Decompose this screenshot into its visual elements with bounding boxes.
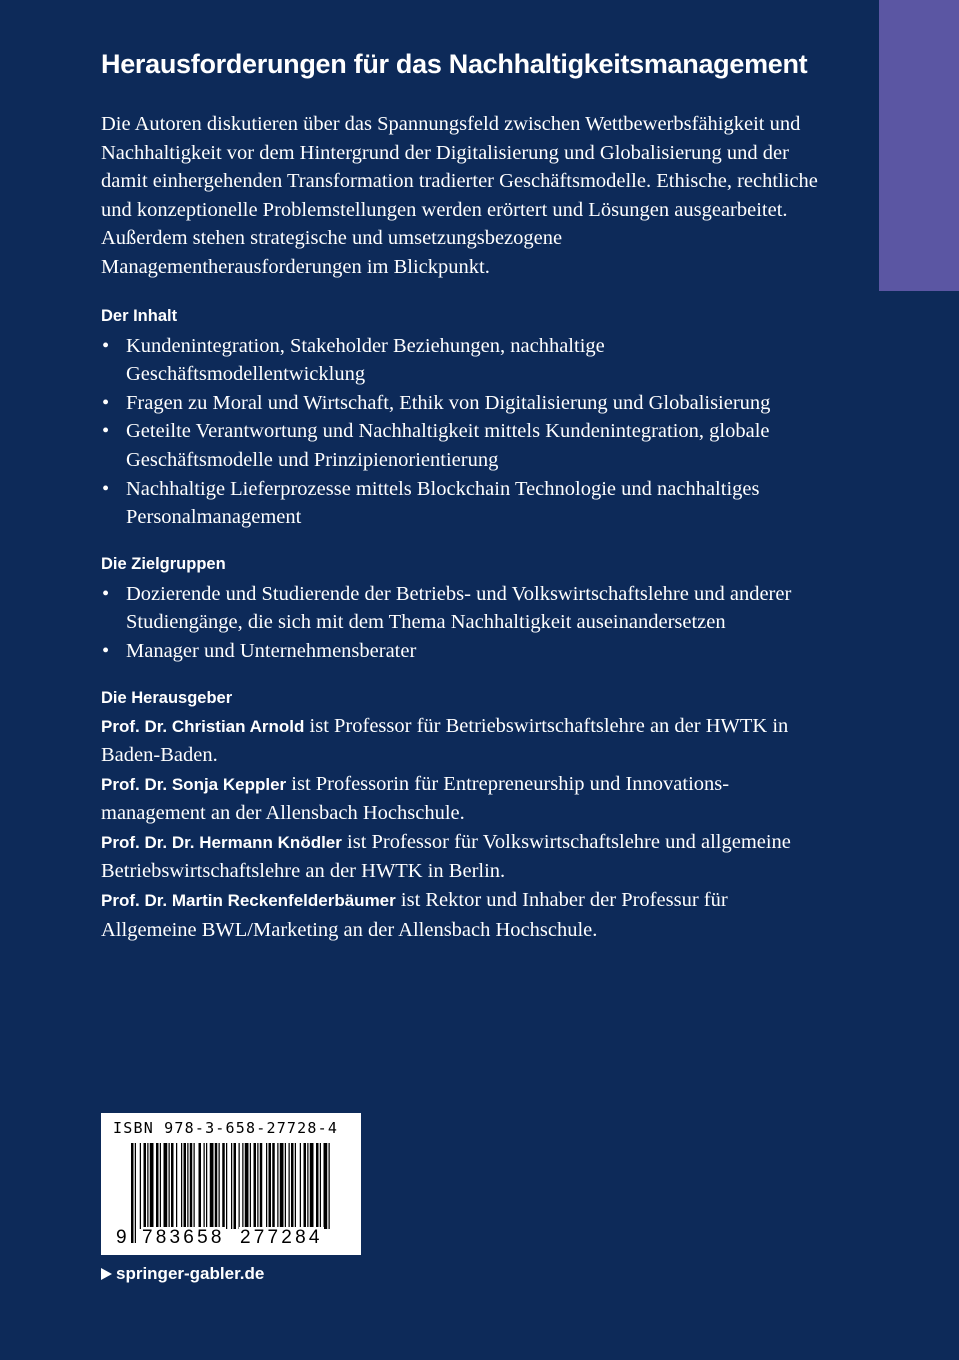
barcode-bar: [280, 1143, 284, 1229]
barcode-bar: [215, 1143, 218, 1229]
barcode-bar: [156, 1143, 159, 1229]
section-heading-herausgeber: Die Herausgeber: [101, 688, 233, 707]
barcode-bar: [234, 1143, 237, 1229]
bullet-icon: •: [102, 582, 110, 605]
barcode-bar: [190, 1143, 193, 1229]
barcode-bar: [184, 1143, 187, 1229]
barcode-bar: [194, 1143, 195, 1229]
editor-description: ist Professorin für Entrepreneurship und Innovationsmanagement an der Allensbach Hochschule.: [101, 772, 730, 825]
editor-name: Prof. Dr. Christian Arnold: [101, 716, 305, 736]
barcode-bar: [295, 1143, 296, 1229]
barcode-bar: [300, 1143, 301, 1229]
barcode-bar: [231, 1143, 232, 1229]
editor-name: Prof. Dr. Dr. Hermann Knödler: [101, 832, 342, 852]
barcode-bar: [160, 1143, 161, 1229]
section-heading-zielgruppen: Die Zielgruppen: [101, 554, 226, 573]
barcode-bar: [277, 1143, 278, 1229]
barcode-bar: [239, 1143, 240, 1229]
barcode-bar: [169, 1143, 170, 1229]
barcode-bar: [171, 1143, 174, 1229]
list-item: • Fragen zu Moral und Wirtschaft, Ethik von Digitalisierung und Globalisierung: [101, 389, 821, 418]
barcode-bar: [260, 1143, 263, 1229]
barcode-bar: [320, 1143, 321, 1229]
editor-description: ist Professor für Betriebswirtschaftslehre an der HWTK in Baden-Baden.: [101, 714, 789, 767]
main-content: [101, 44, 821, 944]
bullet-icon: •: [102, 334, 110, 357]
barcode-bar: [329, 1143, 330, 1229]
barcode-bar: [140, 1143, 141, 1229]
editor-entry: [101, 886, 821, 944]
barcode-bar: [150, 1143, 154, 1229]
barcode-bar: [269, 1143, 272, 1229]
barcode-bar: [285, 1143, 286, 1229]
publisher-website[interactable]: [101, 1262, 264, 1286]
barcode-bar: [242, 1143, 243, 1229]
barcode-bar: [144, 1143, 147, 1229]
barcode-bar: [164, 1143, 168, 1229]
zielgruppen-list: [101, 580, 821, 666]
barcode-digits-left: 783658: [142, 1227, 225, 1248]
intro-paragraph: Die Autoren diskutieren über das Spannungsfeld zwischen Wettbewerbsfähigkeit und Nachhaltigkeit vor dem Hintergrund der Digitalisierung und Globalisierung und der damit einhergehenden Transformation tradierter Geschäftsmodelle. Ethische, rechtliche und konzeptionelle Problemstellungen werden erörtert und Lösungen ausgearbeitet. Außerdem stehen strategische und umsetzungsbezogene Managementherausforderungen im Blickpunkt.: [101, 113, 818, 278]
editor-description: ist Rektor und Inhaber der Professur für Allgemeine BWL/Marketing an der Allensbach Hochschule.: [101, 889, 728, 941]
barcode-bar: [204, 1143, 205, 1229]
barcode-bar: [254, 1143, 257, 1229]
barcode-bar: [245, 1143, 249, 1229]
editors-block: [101, 712, 821, 945]
barcode-bar: [181, 1143, 182, 1229]
barcode-bar: [291, 1143, 294, 1229]
barcode-bar: [226, 1143, 227, 1229]
editor-name: Prof. Dr. Sonja Keppler: [101, 774, 287, 794]
bullet-icon: •: [102, 391, 110, 414]
barcode-bar: [187, 1143, 188, 1229]
barcode-digits: [101, 1227, 361, 1253]
accent-strip: [879, 0, 959, 291]
bullet-icon: •: [102, 420, 110, 443]
inhalt-list: [101, 332, 821, 532]
section-heading-inhalt: Der Inhalt: [101, 306, 178, 325]
editor-name: Prof. Dr. Martin Reckenfelderbäumer: [101, 891, 396, 911]
bullet-icon: •: [102, 639, 110, 662]
list-item: • Dozierende und Studierende der Betriebs- und Volkswirtschaftslehre und anderer Studiengänge, die sich mit dem Thema Nachhaltigkeit auseinandersetzen: [101, 580, 821, 637]
barcode-bar: [324, 1143, 328, 1229]
barcode-bar: [289, 1143, 290, 1229]
barcode-bar: [206, 1143, 207, 1229]
barcode-bar: [210, 1143, 214, 1229]
barcode-bar: [257, 1143, 258, 1229]
editor-entry: [101, 828, 821, 886]
list-item: • Manager und Unternehmensberater: [101, 637, 821, 666]
barcode-bar: [199, 1143, 202, 1229]
barcode-bar: [316, 1143, 319, 1229]
barcode-bar: [272, 1143, 275, 1229]
website-link[interactable]: springer-gabler.de: [116, 1264, 265, 1283]
editor-entry: [101, 712, 821, 770]
list-item: • Geteilte Verantwortung und Nachhaltigkeit mittels Kundenintegration, globale Geschäftsmodelle und Prinzipienorientierung: [101, 417, 821, 474]
list-item: • Nachhaltige Lieferprozesse mittels Blockchain Technologie und nachhaltiges Personalmanagement: [101, 475, 821, 532]
barcode-digits-right: 277284: [240, 1227, 323, 1248]
isbn-barcode: [101, 1113, 361, 1255]
editor-entry: [101, 770, 821, 828]
barcode-bar: [147, 1143, 148, 1229]
isbn-label: ISBN 978-3-658-27728-4: [113, 1119, 339, 1137]
arrow-right-icon: [101, 1268, 112, 1280]
editor-description: ist Professor für Volkswirtschaftslehre und allgemeine Betriebswirtschaftslehre an der HWTK in Berlin.: [101, 830, 791, 883]
barcode-bar: [310, 1143, 314, 1229]
list-item: • Kundenintegration, Stakeholder Beziehungen, nachhaltige Geschäftsmodellentwicklung: [101, 332, 821, 389]
bullet-icon: •: [102, 477, 110, 500]
barcode-bar: [250, 1143, 251, 1229]
barcode-digit-first: 9: [116, 1227, 130, 1248]
barcode-bar: [266, 1143, 267, 1229]
cover-title: Herausforderungen für das Nachhaltigkeitsmanagement: [101, 49, 808, 79]
barcode-bar: [176, 1143, 177, 1229]
